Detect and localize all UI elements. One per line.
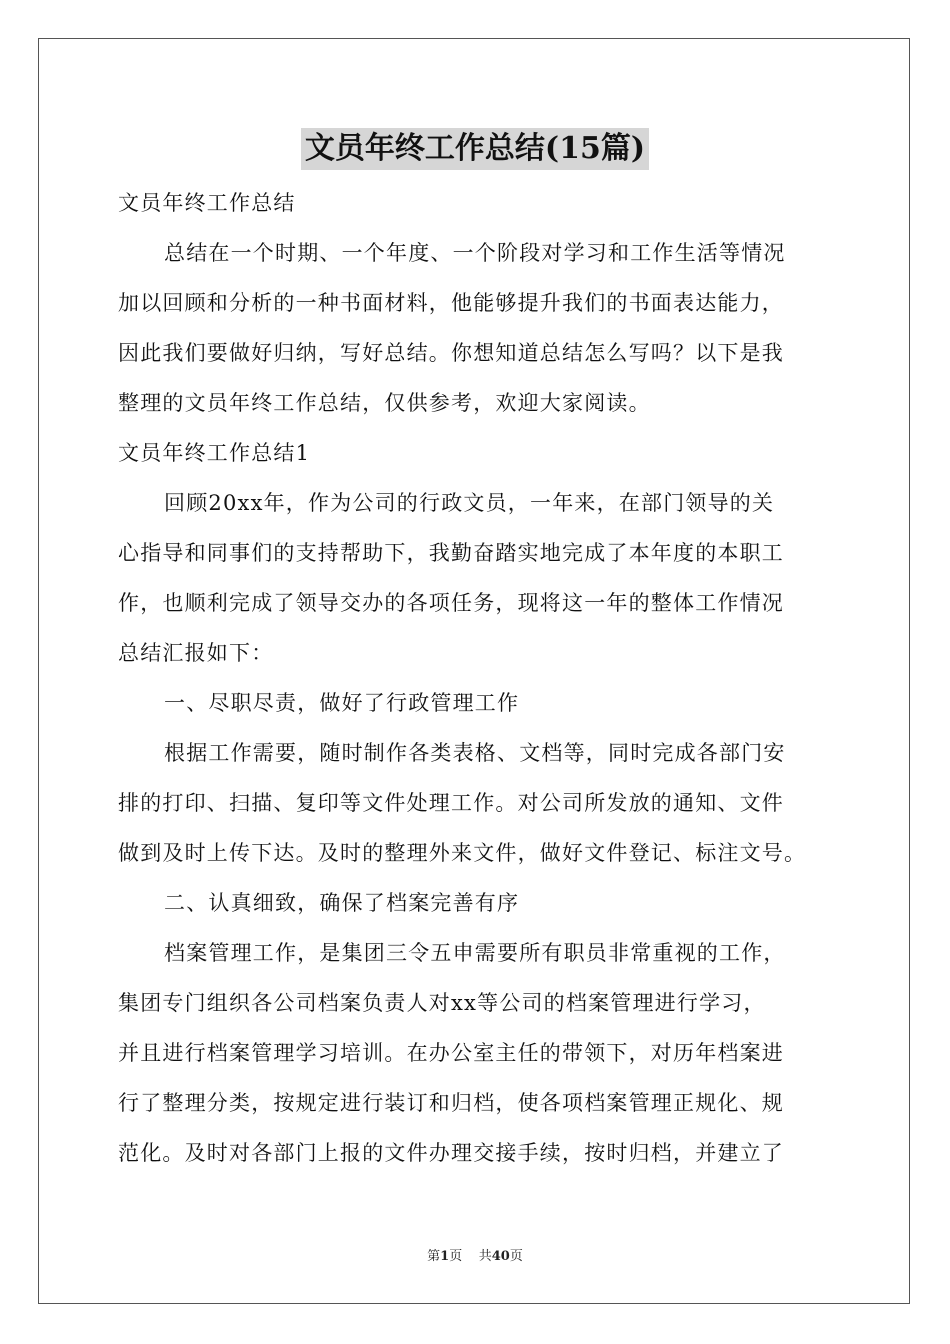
body-line: 行了整理分类，按规定进行装订和归档，使各项档案管理正规化、规 xyxy=(118,1091,784,1115)
body-line: 总结在一个时期、一个年度、一个阶段对学习和工作生活等情况 xyxy=(164,241,786,265)
total-suffix: 页 xyxy=(509,1249,523,1264)
body-line: 并且进行档案管理学习培训。在办公室主任的带领下，对历年档案进 xyxy=(118,1041,784,1065)
body-line: 作，也顺利完成了领导交办的各项任务，现将这一年的整体工作情况 xyxy=(118,591,784,615)
body-line: 心指导和同事们的支持帮助下，我勤奋踏实地完成了本年度的本职工 xyxy=(118,541,784,565)
total-prefix: 共 xyxy=(478,1249,492,1264)
page-prefix: 第 xyxy=(427,1249,441,1264)
body-line: 因此我们要做好归纳，写好总结。你想知道总结怎么写吗？以下是我 xyxy=(118,341,784,365)
page-footer xyxy=(0,1245,950,1264)
body-line: 档案管理工作，是集团三令五申需要所有职员非常重视的工作， xyxy=(164,941,786,965)
page-number: 1 xyxy=(440,1249,450,1264)
body-line: 整理的文员年终工作总结，仅供参考，欢迎大家阅读。 xyxy=(118,391,651,415)
body-line: 做到及时上传下达。及时的整理外来文件，做好文件登记、标注文号。 xyxy=(118,841,807,865)
section-heading: 文员年终工作总结1 xyxy=(118,441,311,465)
title-wrap xyxy=(0,128,950,170)
body-line: 加以回顾和分析的一种书面材料，他能够提升我们的书面表达能力， xyxy=(118,291,784,315)
document-title: 文员年终工作总结(15篇) xyxy=(301,128,649,170)
subsection-heading: 一、尽职尽责，做好了行政管理工作 xyxy=(164,691,520,715)
subsection-heading: 二、认真细致，确保了档案完善有序 xyxy=(164,891,520,915)
body-line: 集团专门组织各公司档案负责人对xx等公司的档案管理进行学习， xyxy=(118,991,766,1015)
document-body xyxy=(118,178,838,1178)
body-line: 回顾20xx年，作为公司的行政文员，一年来，在部门领导的关 xyxy=(164,491,775,515)
body-line: 文员年终工作总结 xyxy=(118,191,296,215)
body-line: 总结汇报如下： xyxy=(118,641,274,665)
total-pages: 40 xyxy=(491,1249,510,1264)
page-suffix: 页 xyxy=(449,1249,463,1264)
body-line: 排的打印、扫描、复印等文件处理工作。对公司所发放的通知、文件 xyxy=(118,791,784,815)
body-line: 根据工作需要，随时制作各类表格、文档等，同时完成各部门安 xyxy=(164,741,786,765)
body-line: 范化。及时对各部门上报的文件办理交接手续，按时归档，并建立了 xyxy=(118,1141,784,1165)
